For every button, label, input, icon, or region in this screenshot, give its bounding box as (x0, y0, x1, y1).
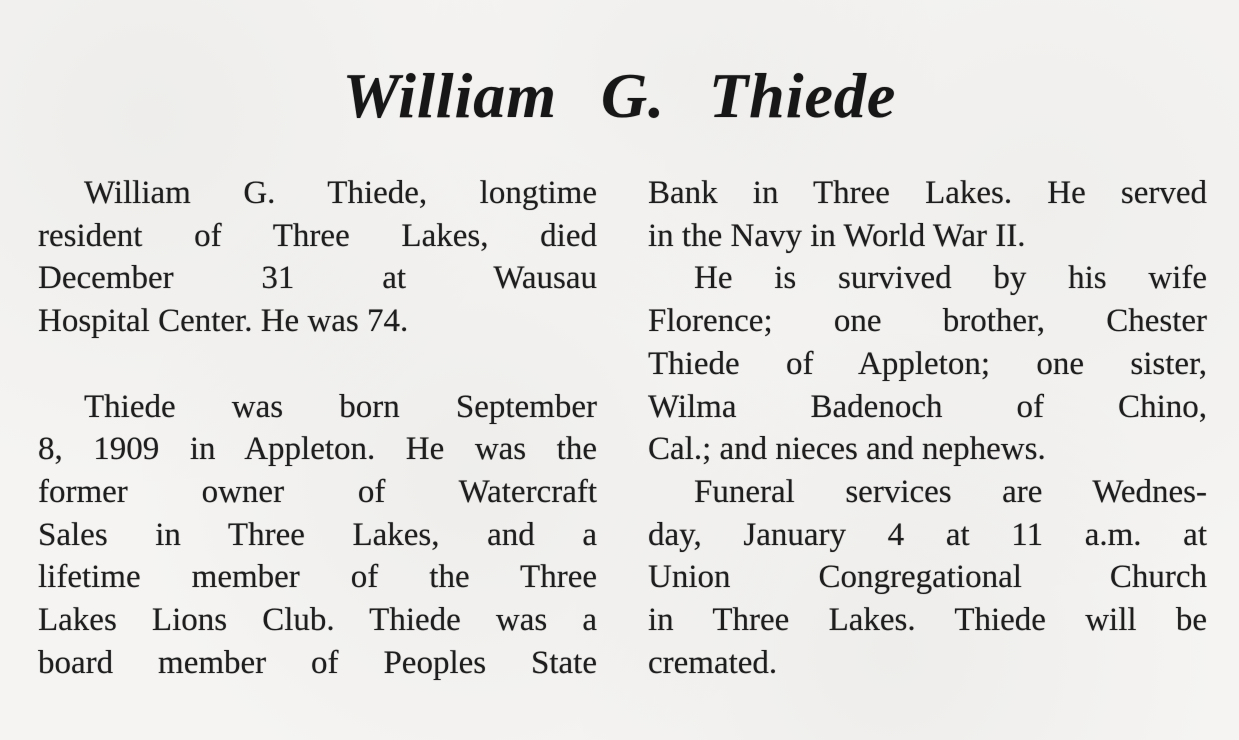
text-line: Wilma Badenoch of Chino, (648, 388, 1207, 425)
text-line: Lakes Lions Club. Thiede was a (38, 602, 597, 639)
obituary-title: William G. Thiede (342, 60, 897, 131)
text-line: Thiede of Appleton; one sister, (648, 345, 1207, 382)
text-line: Funeral services are Wednes- (694, 473, 1207, 510)
text-line: resident of Three Lakes, died (38, 217, 597, 254)
text-line: William G. Thiede, longtime (84, 175, 597, 211)
text-line: in the Navy in World War II. (648, 217, 1026, 254)
text-line: Thiede was born September (84, 388, 597, 425)
text-line: Sales in Three Lakes, and a (38, 516, 597, 553)
text-line: He is survived by his wife (694, 260, 1207, 297)
text-line: lifetime member of the Three (38, 559, 597, 596)
text-line: Bank in Three Lakes. He served (648, 175, 1207, 211)
text-line: cremated. (648, 644, 778, 681)
article-body (38, 172, 1207, 684)
text-line: 8, 1909 in Appleton. He was the (38, 431, 597, 468)
text-line: former owner of Watercraft (38, 473, 597, 510)
text-line: Hospital Center. He was 74. (38, 303, 409, 340)
text-line: Union Congregational Church (648, 559, 1207, 596)
column-right (648, 172, 1207, 684)
text-line: day, January 4 at 11 a.m. at (648, 516, 1207, 553)
text-line: board member of Peoples State (38, 644, 597, 681)
column-left (38, 172, 597, 684)
text-line: in Three Lakes. Thiede will be (648, 602, 1207, 639)
text-line: Cal.; and nieces and nephews. (648, 431, 1046, 468)
text-line: Florence; one brother, Chester (648, 303, 1207, 340)
text-line: December 31 at Wausau (38, 260, 597, 297)
